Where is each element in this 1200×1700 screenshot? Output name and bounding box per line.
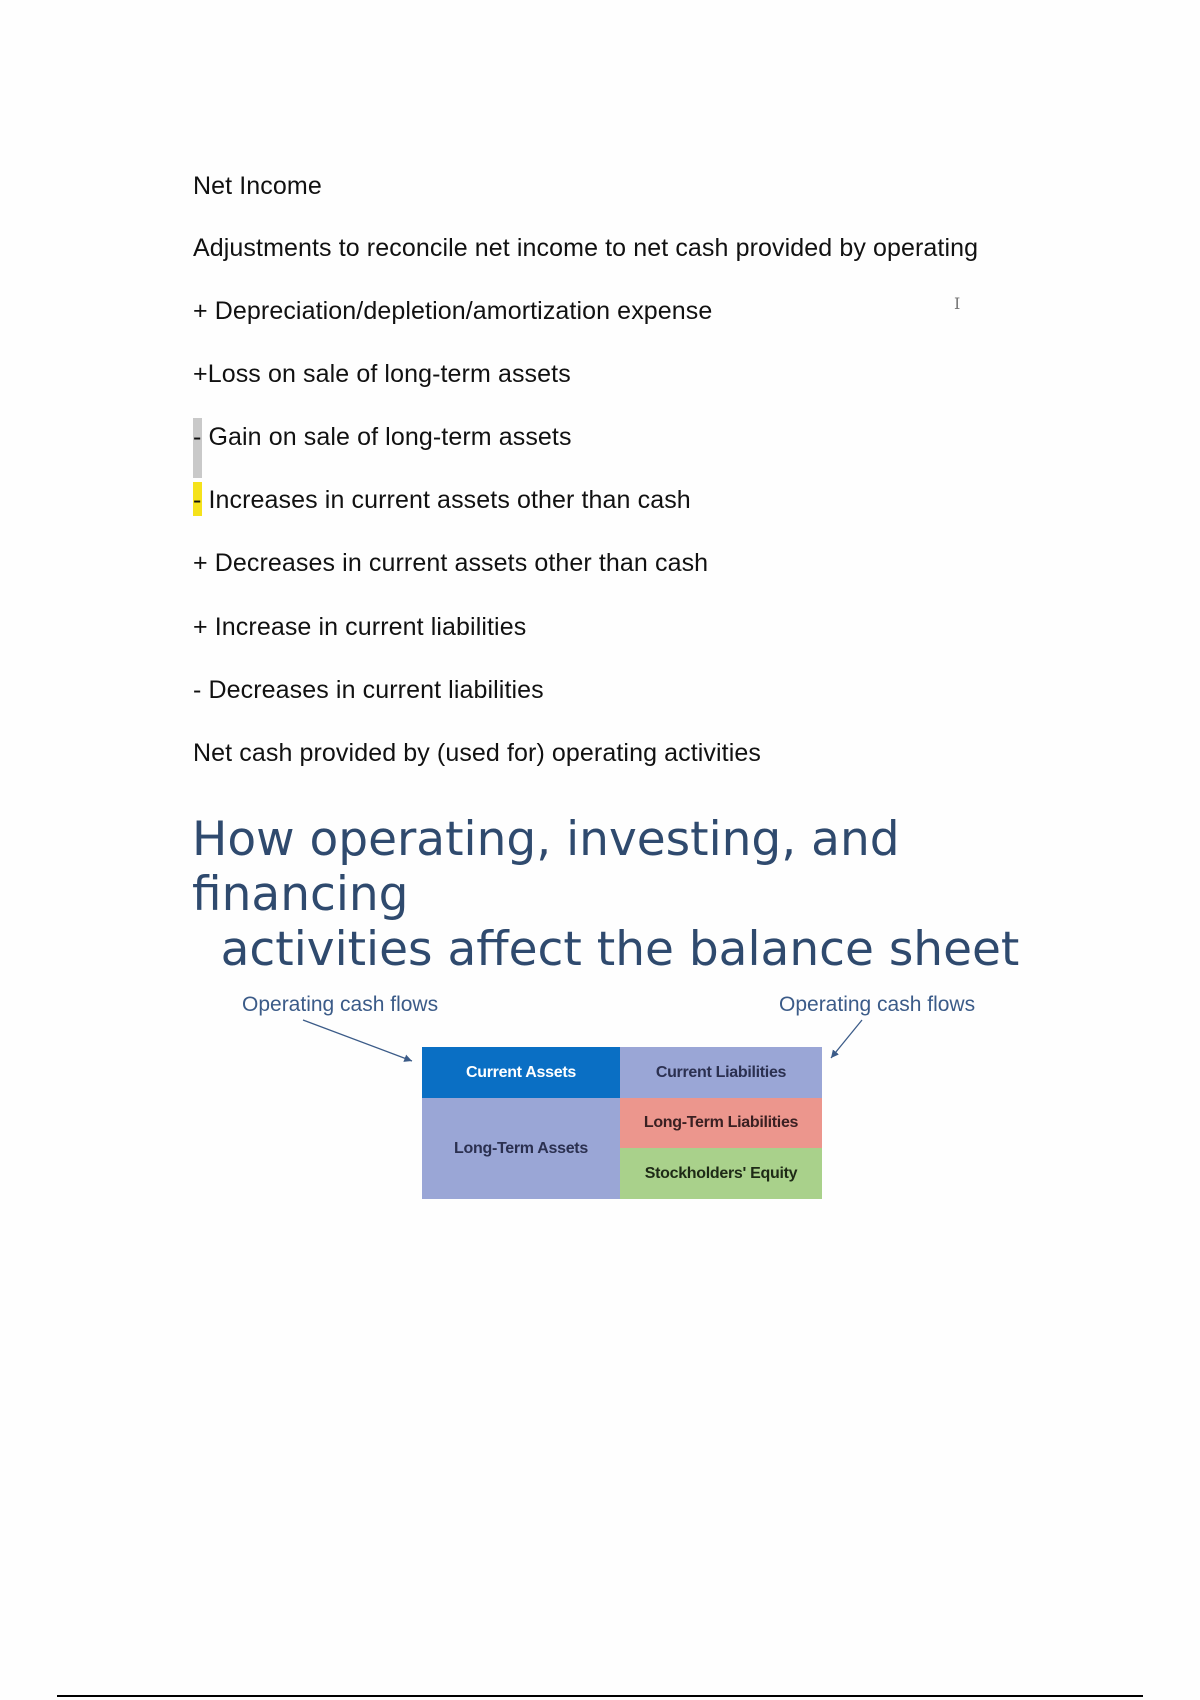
doc-line-gain-on-sale: - Gain on sale of long-term assets bbox=[193, 423, 572, 451]
current-liabilities-cell: Current Liabilities bbox=[620, 1047, 822, 1098]
left-annotation: Operating cash flows bbox=[242, 993, 439, 1016]
doc-line-net-income: Net Income bbox=[193, 172, 322, 200]
doc-line-net-cash-operating: Net cash provided by (used for) operating activities bbox=[193, 739, 761, 767]
balance-sheet-diagram bbox=[422, 1047, 822, 1199]
right-arrow bbox=[831, 1020, 862, 1058]
doc-line-decreases-current-liabilities: - Decreases in current liabilities bbox=[193, 676, 544, 704]
doc-line-adjustments: Adjustments to reconcile net income to net cash provided by operating bbox=[193, 234, 979, 262]
text-cursor-icon: I bbox=[954, 294, 961, 313]
slide-title-line-2: activities affect the balance sheet bbox=[220, 922, 1020, 977]
current-assets-cell: Current Assets bbox=[422, 1047, 620, 1098]
doc-line-decreases-current-assets: + Decreases in current assets other than cash bbox=[193, 549, 709, 577]
right-annotation: Operating cash flows bbox=[779, 993, 976, 1016]
doc-line-depreciation: + Depreciation/depletion/amortization expense bbox=[193, 297, 713, 325]
doc-line-text: - Increases in current assets other than cash bbox=[193, 486, 691, 514]
long-term-assets-cell: Long-Term Assets bbox=[422, 1098, 620, 1199]
left-arrow bbox=[303, 1020, 412, 1061]
slide-title bbox=[150, 812, 1090, 977]
long-term-liabilities-cell: Long-Term Liabilities bbox=[620, 1098, 822, 1148]
footer-divider bbox=[57, 1695, 1143, 1697]
slide-title-line-1: How operating, investing, and financing bbox=[192, 812, 900, 922]
doc-line-increases-current-assets bbox=[193, 486, 691, 515]
doc-line-loss-on-sale: +Loss on sale of long-term assets bbox=[193, 360, 571, 388]
doc-line-increase-current-liabilities: + Increase in current liabilities bbox=[193, 613, 527, 641]
stockholders-equity-cell: Stockholders' Equity bbox=[620, 1148, 822, 1199]
